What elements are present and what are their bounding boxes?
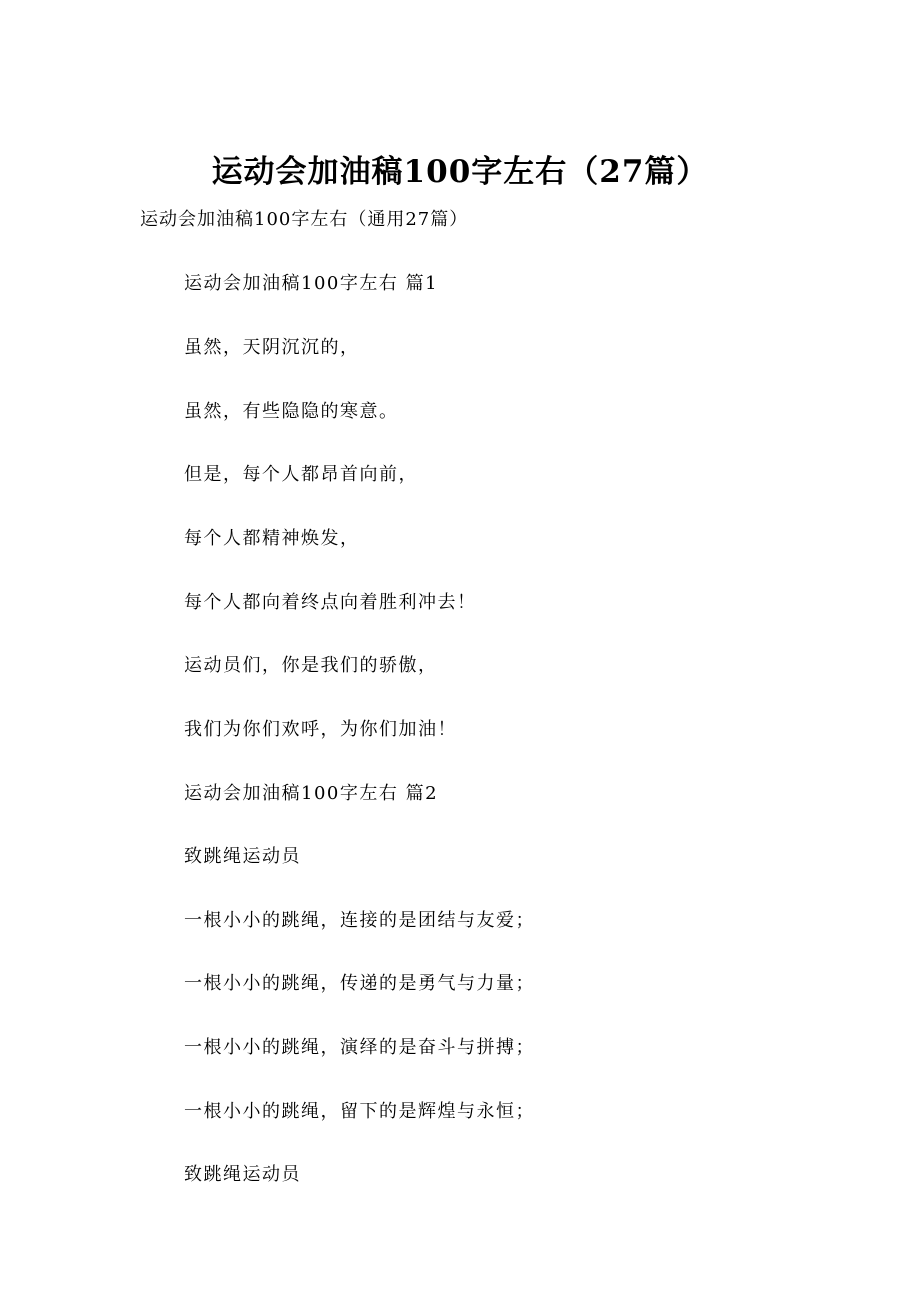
document-title: 运动会加油稿100字左右（27篇） <box>211 154 709 190</box>
section-heading-1: 运动会加油稿100字左右 篇1 <box>184 273 439 294</box>
text-line: 但是，每个人都昂首向前， <box>184 464 418 485</box>
document-subtitle: 运动会加油稿100字左右（通用27篇） <box>140 209 469 230</box>
text-line: 致跳绳运动员 <box>184 846 301 867</box>
text-line: 致跳绳运动员 <box>184 1164 301 1185</box>
text-line: 一根小小的跳绳，传递的是勇气与力量； <box>184 973 535 994</box>
text-line: 运动员们，你是我们的骄傲， <box>184 655 438 676</box>
text-line: 一根小小的跳绳，连接的是团结与友爱； <box>184 910 535 931</box>
text-line: 一根小小的跳绳，留下的是辉煌与永恒； <box>184 1101 535 1122</box>
text-line: 虽然，天阴沉沉的， <box>184 337 360 358</box>
text-line: 虽然，有些隐隐的寒意。 <box>184 401 399 422</box>
text-line: 一根小小的跳绳，演绎的是奋斗与拼搏； <box>184 1037 535 1058</box>
text-line: 每个人都向着终点向着胜利冲去！ <box>184 592 477 613</box>
text-line: 我们为你们欢呼，为你们加油！ <box>184 719 457 740</box>
text-line: 每个人都精神焕发， <box>184 528 360 549</box>
section-heading-2: 运动会加油稿100字左右 篇2 <box>184 783 439 804</box>
